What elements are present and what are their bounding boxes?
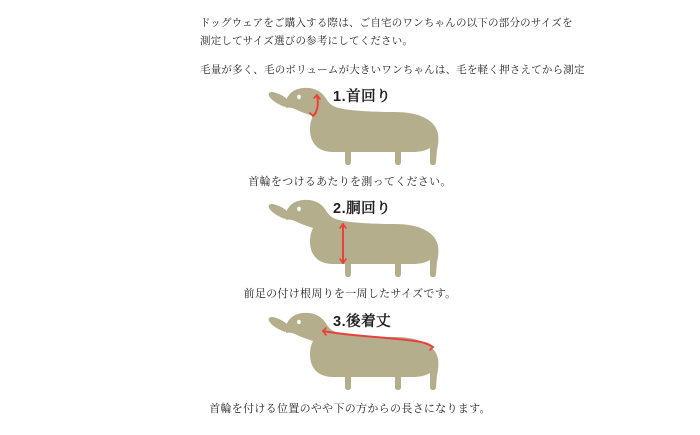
caption-neck: 首輪をつけるあたりを測ってください。 <box>248 176 452 188</box>
caption-back: 首輪を付ける位置のやや下の方からの長さになります。 <box>209 403 491 415</box>
measure-section-neck <box>0 78 700 188</box>
step-label-chest: 2.胴回り <box>333 201 392 217</box>
dog-eye-icon <box>297 95 301 99</box>
step-label-back: 3.後着丈 <box>333 314 392 330</box>
step-label-neck: 1.首回り <box>333 89 392 105</box>
intro-text-block <box>200 14 600 79</box>
dog-illustration-chest <box>0 190 700 282</box>
measure-section-back <box>0 303 700 415</box>
intro-line-2: 測定してサイズ選びの参考にしてください。 <box>200 35 414 48</box>
intro-line-1: ドッグウェアをご購入する際は、ご自宅のワンちゃんの以下の部分のサイズを <box>200 17 573 29</box>
caption-chest: 前足の付け根周りを一周したサイズです。 <box>243 288 457 300</box>
measure-section-chest <box>0 190 700 300</box>
intro-line-3: 毛量が多く、毛のボリュームが大きいワンちゃんは、毛を軽く押さえてから測定 <box>200 64 585 77</box>
dog-eye-icon <box>297 320 301 324</box>
dog-illustration-back <box>0 303 700 395</box>
dog-illustration-neck <box>0 78 700 170</box>
dog-eye-icon <box>297 207 301 211</box>
